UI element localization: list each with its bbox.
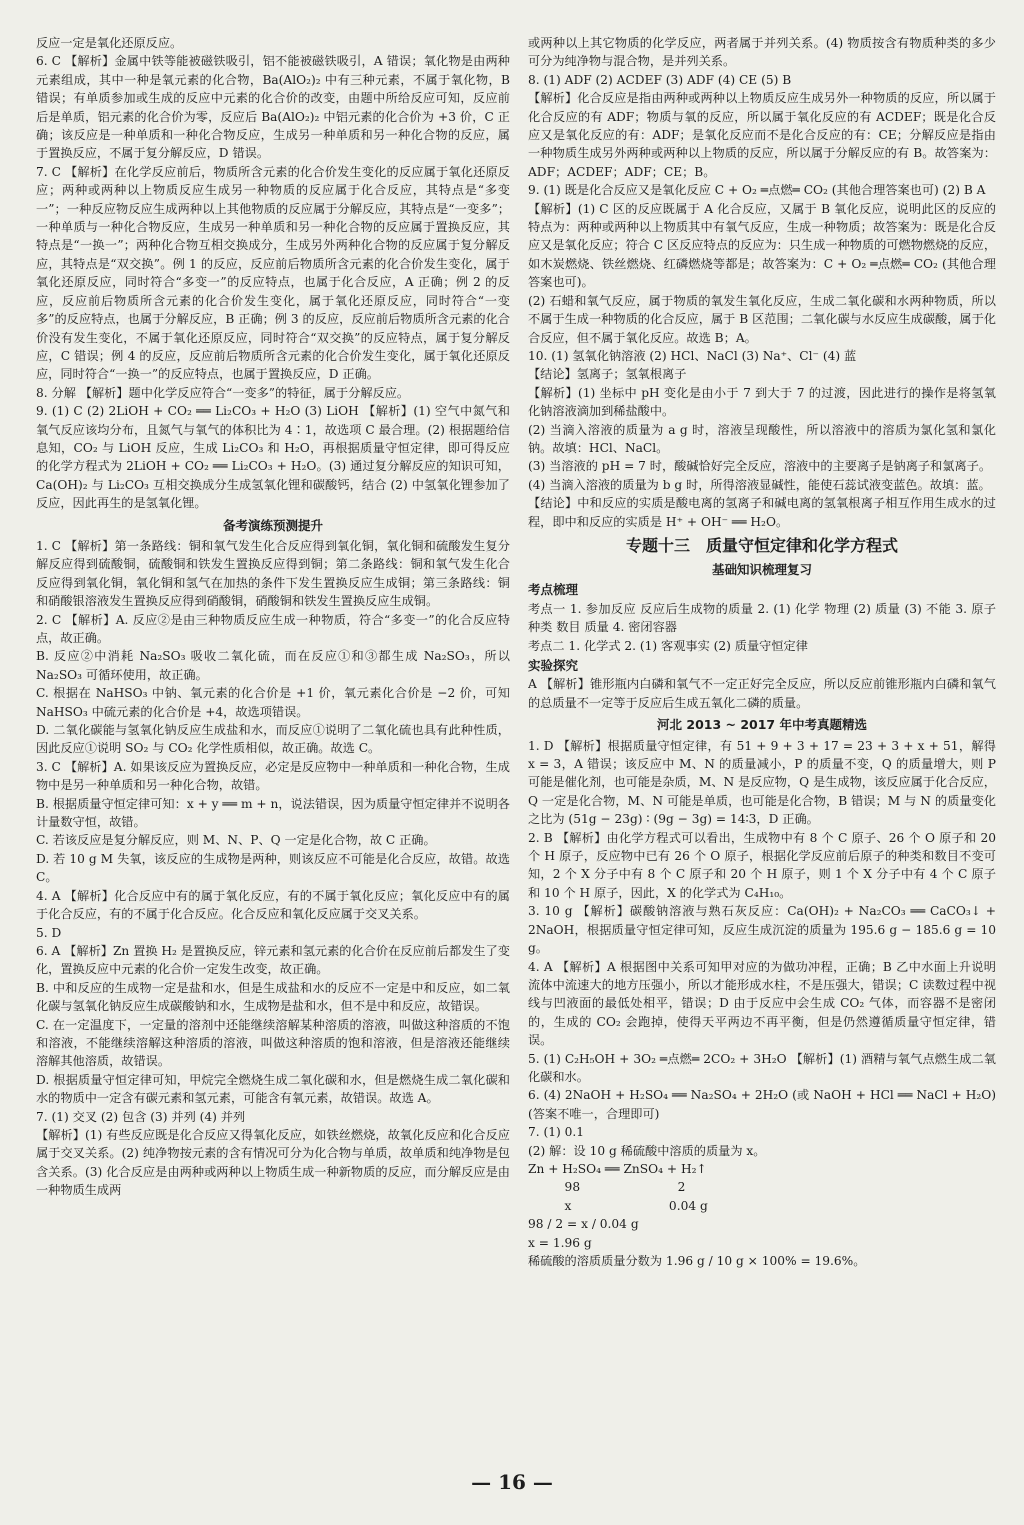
- section-heading: 基础知识梳理复习: [711, 561, 812, 577]
- section-heading: 河北 2013 ~ 2017 年中考真题精选: [657, 717, 867, 733]
- text-paragraph: 【结论】氢离子；氢氧根离子: [528, 367, 687, 382]
- text-paragraph: 稀硫酸的溶质质量分数为 1.96 g / 10 g × 100% = 19.6%。: [528, 1254, 866, 1268]
- text-paragraph: 6. C 【解析】金属中铁等能被磁铁吸引，铝不能被磁铁吸引，A 错误；氧化物是由两种元素组成，其中一种是氧元素的化合物，Ba(AlO₂)₂ 中有三种元素，不属于氧化物，B 错误；有单质参加或生成的反应中元素的化合价的改变，由题中所给反应可知，反应前后是单质，铝元素的化合价为零，反应后 Ba(AlO₂)₂ 中铝元素的化合价为 +3 价，C 正确；该反应是一种单质和一种化合物反应，生成另一种单质和另一种化合物的反应，属于置换反应，不属于复分解反应，D 错误。: [36, 54, 510, 161]
- text-paragraph: 5. D: [36, 925, 62, 940]
- page-number: — 16 —: [471, 1470, 553, 1494]
- text-paragraph: 10. (1) 氢氧化钠溶液 (2) HCl、NaCl (3) Na⁺、Cl⁻ (4) 蓝: [528, 348, 857, 363]
- text-paragraph: 6. A 【解析】Zn 置换 H₂ 是置换反应，锌元素和氢元素的化合价在反应前后都发生了变化，置换反应中元素的化合价一定发生改变，故正确。: [36, 943, 510, 977]
- text-paragraph: (2) 解：设 10 g 稀硫酸中溶质的质量为 x。: [528, 1143, 766, 1158]
- text-paragraph: 2. C 【解析】A. 反应②是由三种物质反应生成一种物质，符合“多变一”的化合反应特点，故正确。: [36, 612, 510, 645]
- text-paragraph: 9. (1) 既是化合反应又是氧化反应 C + O₂ ═点燃═ CO₂ (其他合理答案也可) (2) B A: [528, 183, 986, 198]
- text-paragraph: 4. A 【解析】A 根据图中关系可知甲对应的为做功冲程，正确；B 乙中水面上升说明流体中流速大的地方压强小，所以才能形成水柱，不是压强大，错误；C 读数过程中视线与凹液面的最低处相平，错误；D 由于反应中会生成 CO₂ 气体，而容器不是密闭的，生成的 CO₂ 会跑掉，使得天平两边不再平衡，但是仍然遵循质量守恒定律，错误。: [528, 959, 996, 1048]
- text-paragraph: 2. B 【解析】由化学方程式可以看出，生成物中有 8 个 C 原子、26 个 O 原子和 20 个 H 原子，反应物中已有 26 个 O 原子，根据化学反应前后原子的种类和数目不变可知，2 个 X 分子中有 8 个 C 原子和 20 个 H 原子，则 1 个 X 分子中有 4 个 C 原子和 10 个 H 原子，因此，X 的化学式为 C₄H₁₀。: [528, 830, 996, 900]
- text-paragraph: (2) 当滴入溶液的质量为 a g 时，溶液呈现酸性，所以溶液中的溶质为氯化氢和氯化钠。故填：HCl、NaCl。: [528, 422, 996, 455]
- text-paragraph: D. 二氧化碳能与氢氧化钠反应生成盐和水，而反应①说明了二氧化硫也具有此种性质，因此反应①说明 SO₂ 与 CO₂ 化学性质相似，故正确。故选 C。: [36, 723, 510, 756]
- text-paragraph: D. 若 10 g M 失氧，该反应的生成物是两种，则该反应不可能是化合反应，故错。故选 C。: [36, 851, 510, 885]
- left-column: [36, 34, 510, 1464]
- text-paragraph: 5. (1) C₂H₅OH + 3O₂ ═点燃═ 2CO₂ + 3H₂O 【解析】(1) 酒精与氧气点燃生成二氧化碳和水。: [528, 1051, 996, 1084]
- text-paragraph: 9. (1) C (2) 2LiOH + CO₂ ══ Li₂CO₃ + H₂O (3) LiOH 【解析】(1) 空气中氮气和氧气反应该均分布，且氮气与氧气的体积比为 4∶1，故选项 C 最合理。(2) 根据题给信息知，CO₂ 与 LiOH 反应，生成 Li₂CO₃ 和 H₂O，再根据质量守恒定律，即可得反应的化学方程式为 2LiOH + CO₂ ══ Li₂CO₃ + H₂O。(3) 通过复分解反应的知识可知，Ca(OH)₂ 与 Li₂CO₃ 互相交换成分生成氢氧化锂和碳酸钙，结合 (2) 中氢氧化锂参加了反应，因此再生的是氢氧化锂。: [36, 404, 510, 511]
- text-paragraph: 6. (4) 2NaOH + H₂SO₄ ══ Na₂SO₄ + 2H₂O (或 NaOH + HCl ══ NaCl + H₂O) (答案不唯一，合理即可): [528, 1088, 996, 1121]
- text-paragraph: 8. (1) ADF (2) ACDEF (3) ADF (4) CE (5) B: [528, 72, 792, 87]
- text-paragraph: 7. (1) 0.1: [528, 1125, 585, 1140]
- text-paragraph: D. 根据质量守恒定律可知，甲烷完全燃烧生成二氧化碳和水，但是燃烧生成二氧化碳和水的物质中一定含有碳元素和氢元素，可能含有氧元素，故错误。故选 A。: [36, 1072, 510, 1106]
- chapter-title: 专题十三 质量守恒定律和化学方程式: [625, 535, 898, 555]
- subsection-heading: 实验探究: [528, 658, 579, 673]
- text-paragraph: Zn + H₂SO₄ ══ ZnSO₄ + H₂↑: [528, 1161, 707, 1176]
- text-paragraph: 8. 分解 【解析】题中化学反应符合“一变多”的特征，属于分解反应。: [36, 385, 410, 400]
- text-paragraph: 3. 10 g 【解析】碳酸钠溶液与熟石灰反应：Ca(OH)₂ + Na₂CO₃ ══ CaCO₃↓ + 2NaOH，根据质量守恒定律可知，反应生成沉淀的质量为 195.6 g − 185.6 g = 10 g。: [528, 904, 996, 956]
- text-paragraph: x = 1.96 g: [528, 1235, 592, 1250]
- text-paragraph: 考点二 1. 化学式 2. (1) 客观事实 (2) 质量守恒定律: [528, 638, 808, 653]
- text-paragraph: 考点一 1. 参加反应 反应后生成物的质量 2. (1) 化学 物理 (2) 质量 (3) 不能 3. 原子 种类 数目 质量 4. 密闭容器: [528, 601, 996, 635]
- text-paragraph: 【解析】(1) 坐标中 pH 变化是由小于 7 到大于 7 的过渡，因此进行的操作是将氢氧化钠溶液滴加到稀盐酸中。: [528, 385, 996, 419]
- text-paragraph: B. 反应②中消耗 Na₂SO₃ 吸收二氧化硫，而在反应①和③都生成 Na₂SO₃，所以 Na₂SO₃ 可循环使用，故正确。: [36, 649, 510, 682]
- text-paragraph: x 0.04 g: [528, 1198, 708, 1213]
- text-paragraph: C. 若该反应是复分解反应，则 M、N、P、Q 一定是化合物，故 C 正确。: [36, 833, 436, 848]
- text-paragraph: 【结论】中和反应的实质是酸电离的氢离子和碱电离的氢氧根离子相互作用生成水的过程，即中和反应的实质是 H⁺ + OH⁻ ══ H₂O。: [528, 496, 996, 529]
- text-paragraph: 98 2: [528, 1180, 686, 1195]
- text-paragraph: 3. C 【解析】A. 如果该反应为置换反应，必定是反应物中一种单质和一种化合物，生成物中是另一种单质和另一种化合物，故错。: [36, 759, 510, 793]
- text-paragraph: 4. A 【解析】化合反应中有的属于氧化反应，有的不属于氧化反应；氧化反应中有的属于化合反应，有的不属于化合反应。化合反应和氧化反应属于交叉关系。: [36, 888, 510, 922]
- text-paragraph: (4) 当滴入溶液的质量为 b g 时，所得溶液显碱性，能使石蕊试液变蓝色。故填：蓝。: [528, 477, 991, 492]
- text-paragraph: A 【解析】锥形瓶内白磷和氧气不一定正好完全反应，所以反应前锥形瓶内白磷和氧气的总质量不一定等于反应后生成五氧化二磷的质量。: [528, 677, 996, 710]
- text-paragraph: B. 中和反应的生成物一定是盐和水，但是生成盐和水的反应不一定是中和反应，如二氧化碳与氢氧化钠反应生成碳酸钠和水，生成物是盐和水，但不是中和反应，故错误。: [36, 980, 510, 1014]
- subsection-heading: 考点梳理: [528, 582, 579, 598]
- text-paragraph: 或两种以上其它物质的化学反应，两者属于并列关系。(4) 物质按含有物质种类的多少可分为纯净物与混合物，是并列关系。: [528, 36, 996, 69]
- right-column: [528, 34, 996, 1464]
- text-paragraph: 反应一定是氧化还原反应。: [36, 36, 183, 50]
- text-paragraph: C. 根据在 NaHSO₃ 中钠、氧元素的化合价是 +1 价，氧元素化合价是 −2 价，可知 NaHSO₃ 中硫元素的化合价是 +4，故选项错误。: [36, 686, 510, 719]
- section-heading: 备考演练预测提升: [222, 517, 323, 533]
- text-paragraph: 98 / 2 = x / 0.04 g: [528, 1217, 639, 1232]
- text-paragraph: (3) 当溶液的 pH = 7 时，酸碱恰好完全反应，溶液中的主要离子是钠离子和氯离子。: [528, 459, 992, 474]
- text-paragraph: 7. C 【解析】在化学反应前后，物质所含元素的化合价发生变化的反应属于氧化还原反应；两种或两种以上物质反应生成另一种物质的反应属于化合反应，其特点是“多变一”；一种反应物反应生成两种以上其他物质的反应属于分解反应，其特点是“一变多”；一种单质与一种化合物反应，生成另一种单质和另一种化合物的反应属于置换反应，其特点是“一换一”；两种化合物互相交换成分，生成另外两种化合物的反应属于复分解反应，其特点是“双交换”。例 1 的反应，反应前后物质所含元素的化合价发生变化，属于氧化还原反应，同时符合“多变一”的反应特点，也属于化合反应，A 正确；例 2 的反应，反应前后物质所含元素的化合价发生变化，属于氧化还原反应，同时符合“一变多”的反应特点，也属于分解反应，B 正确；例 3 的反应，反应前后物质所含元素的化合价没有发生变化，不属于氧化还原反应，同时符合“双交换”的反应特点，属于复分解反应，C 错误；例 4 的反应，反应前后物质所含元素的化合价发生变化，属于氧化还原反应，同时符合“一换一”的反应特点，也属于置换反应，D 正确。: [36, 164, 510, 382]
- text-paragraph: 1. D 【解析】根据质量守恒定律，有 51 + 9 + 3 + 17 = 23 + 3 + x + 51，解得 x = 3，A 错误；该反应中 M、N 的质量减小，P 的质量不变，Q 的质量增大，则 P 可能是催化剂，也可能是杂质，M、N 是反应物，Q 是生成物，该反应属于化合反应，Q 一定是化合物，M、N 可能是单质，也可能是化合物，B 错误；M 与 N 的质量变化之比为 (51g − 23g) ∶ (9g − 3g) = 14∶3，D 正确。: [528, 738, 996, 827]
- text-paragraph: 【解析】(1) C 区的反应既属于 A 化合反应，又属于 B 氧化反应，说明此区的反应的特点为：两种或两种以上物质其中有氧气反应，生成一种物质；故答案为：既是化合反应又是氧化反应；符合 C 区反应特点的反应为：只生成一种物质的可燃物燃烧的反应，如木炭燃烧、铁丝燃烧、红磷燃烧等都是；故答案为：C + O₂ ═点燃═ CO₂ (其他合理答案也可)。: [528, 201, 996, 290]
- text-paragraph: 【解析】(1) 有些反应既是化合反应又得氧化反应，如铁丝燃烧，故氧化反应和化合反应属于交叉关系。(2) 纯净物按元素的含有情况可分为化合物与单质，故单质和纯净物是包含关系。(3) 化合反应是由两种或两种以上物质生成一种新物质的反应，而分解反应是由一种物质生成两: [36, 1127, 510, 1198]
- text-paragraph: 7. (1) 交叉 (2) 包含 (3) 并列 (4) 并列: [36, 1109, 246, 1124]
- text-paragraph: B. 根据质量守恒定律可知：x + y ══ m + n，说法错误，因为质量守恒定律并不说明各计量数守恒，故错。: [36, 796, 510, 830]
- text-paragraph: 【解析】化合反应是指由两种或两种以上物质反应生成另外一种物质的反应，所以属于化合反应的有 ADF；物质与氧的反应，所以属于氧化反应的有 ACDEF；既是化合反应又是氧化反应的有：ADF；是氧化反应而不是化合反应的有：CE；分解反应是指由一种物质生成另外两种或两种以上物质的反应，所以属于分解反应的有 B。故答案为：ADF；ACDEF；ADF；CE；B。: [528, 91, 996, 179]
- text-paragraph: C. 在一定温度下，一定量的溶剂中还能继续溶解某种溶质的溶液，叫做这种溶质的不饱和溶液，不能继续溶解这种溶质的溶液，叫做这种溶质的饱和溶液，但是溶液还能继续溶解其他溶质，故错误。: [36, 1017, 510, 1069]
- text-paragraph: 1. C 【解析】第一条路线：铜和氧气发生化合反应得到氧化铜，氧化铜和硫酸发生复分解反应得到硫酸铜，硫酸铜和铁发生置换反应得到铜；第二条路线：铜和氧气发生化合反应得到氧化铜，氧化铜和氢气在加热的条件下发生置换反应生成铜；第三条路线：铜和硝酸银溶液发生置换反应得到硝酸铜，硝酸铜和铁发生置换反应生成铜。: [36, 538, 510, 609]
- text-paragraph: (2) 石蜡和氧气反应，属于物质的氧发生氧化反应，生成二氧化碳和水两种物质，所以不属于生成一种物质的化合反应，属于 B 区范围；二氧化碳与水反应生成碳酸，属于化合反应，但不属于氧化反应。故选 B；A。: [528, 293, 996, 345]
